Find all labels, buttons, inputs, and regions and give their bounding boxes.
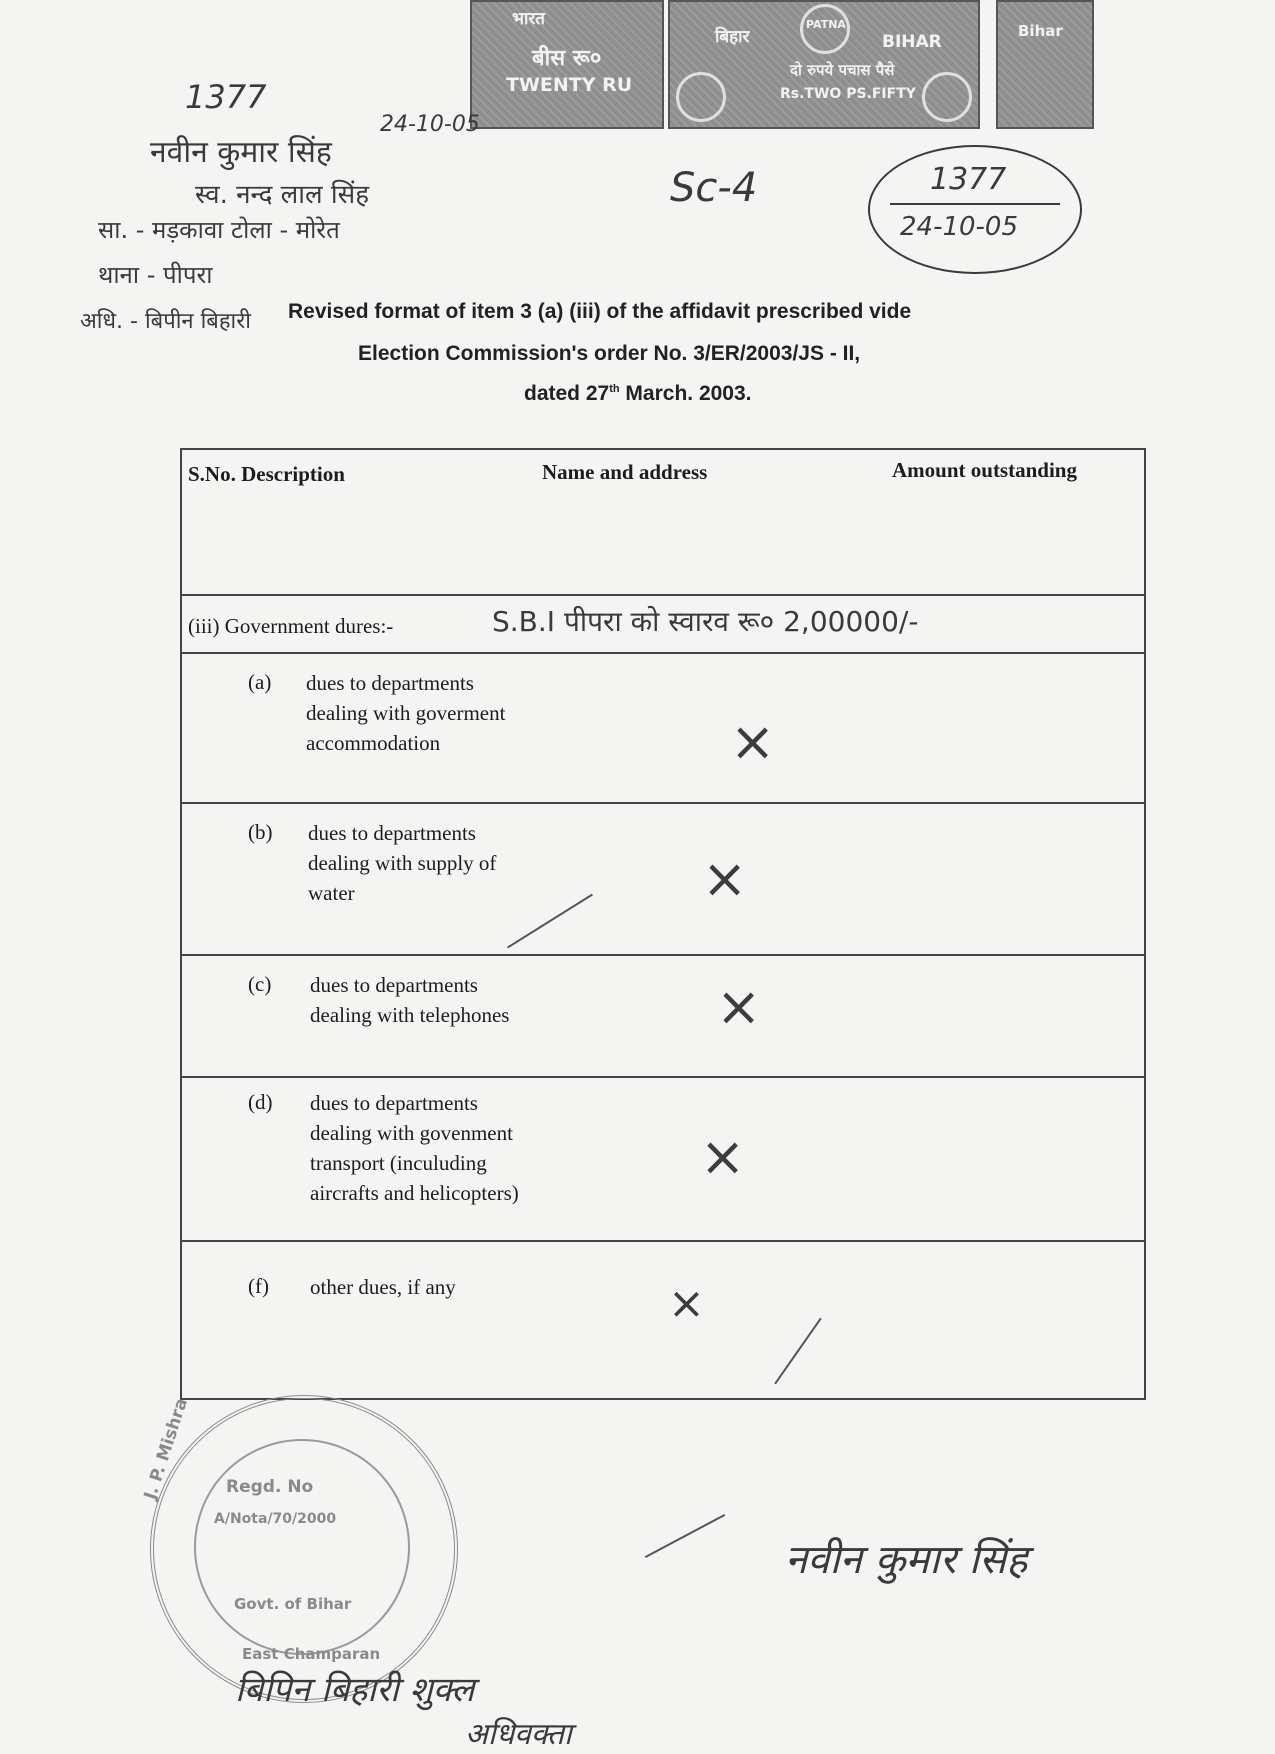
- handwritten-advocate: अधि. - बिपीन बिहारी: [80, 309, 251, 334]
- stamp-state-label: Bihar: [1018, 22, 1063, 40]
- row-divider: [182, 802, 1144, 804]
- seal-reg-label: Regd. No: [226, 1477, 314, 1497]
- handwritten-village: सा. - मड़कावा टोला - मोरेत: [98, 216, 340, 244]
- cross-mark-c: ×: [716, 975, 762, 1038]
- pen-stroke: [774, 1318, 822, 1385]
- stamp-emblem-label: PATNA: [806, 18, 846, 31]
- row-desc-d-line4: aircrafts and helicopters): [310, 1181, 519, 1205]
- cross-mark-b: ×: [702, 847, 748, 910]
- handwritten-father-name: स्व. नन्द लाल सिंह: [195, 180, 370, 210]
- row-divider: [182, 954, 1144, 956]
- stamp-wheel-left: [676, 72, 726, 122]
- row-label-d: (d): [248, 1090, 273, 1114]
- header-line-2: Election Commission's order No. 3/ER/2003/JS - II,: [358, 342, 861, 365]
- stamp-state-english: BIHAR: [882, 32, 942, 52]
- handwritten-serial-number: 1377: [185, 78, 267, 116]
- revenue-stamp-third: [996, 0, 1094, 129]
- receipt-oval: [868, 145, 1082, 274]
- row-desc-d-line3: transport (inculuding: [310, 1151, 487, 1175]
- column-header-sno-description: S.No. Description: [188, 462, 345, 486]
- column-header-name-address: Name and address: [542, 460, 708, 484]
- column-header-amount: Amount outstanding: [892, 458, 1077, 482]
- stamp-state-hindi: बिहार: [715, 27, 750, 47]
- row-desc-b-line2: dealing with supply of: [308, 851, 497, 875]
- row-label-f: (f): [248, 1274, 269, 1298]
- pen-stroke: [507, 894, 593, 949]
- advocate-signature-name: बिपिन बिहारी शुक्ल: [235, 1670, 475, 1710]
- seal-arc-name: J. P. Mishra: [140, 1395, 193, 1503]
- stamp-value-english: TWENTY RU: [506, 74, 633, 96]
- stamp-value-hindi: दो रुपये पचास पैसे: [790, 61, 895, 79]
- row-desc-d-line1: dues to departments: [310, 1091, 478, 1115]
- oval-date: 24-10-05: [900, 212, 1019, 242]
- oval-number: 1377: [930, 162, 1007, 197]
- seal-govt: Govt. of Bihar: [234, 1595, 352, 1613]
- row-desc-a-line1: dues to departments: [306, 671, 474, 695]
- candidate-signature: नवीन कुमार सिंह: [785, 1537, 1028, 1583]
- row-label-c: (c): [248, 972, 272, 996]
- row-divider: [182, 1076, 1144, 1078]
- cross-mark-a: ×: [730, 710, 776, 773]
- header-date-prefix: dated 27: [524, 382, 610, 405]
- row-desc-b-line3: water: [308, 881, 355, 905]
- row-desc-f-line1: other dues, if any: [310, 1275, 456, 1299]
- seal-reg-number: A/Nota/70/2000: [214, 1511, 337, 1527]
- header-line-1: Revised format of item 3 (a) (iii) of the affidavit prescribed vide: [288, 300, 912, 323]
- handwritten-police-station: थाना - पीपरा: [98, 261, 213, 289]
- seal-district: East Champaran: [242, 1645, 381, 1663]
- advocate-signature-title: अधिवक्ता: [465, 1717, 572, 1752]
- handwritten-date: 24-10-05: [380, 112, 480, 137]
- dues-table: [180, 448, 1146, 1400]
- row-divider: [182, 652, 1144, 654]
- handwritten-name: नवीन कुमार सिंह: [150, 135, 332, 170]
- notary-seal: [140, 1395, 458, 1703]
- cross-mark-f: ×: [668, 1278, 705, 1329]
- stamp-value-hindi: बीस रू०: [532, 46, 602, 71]
- row-desc-d-line2: dealing with govenment: [310, 1121, 513, 1145]
- oval-divider: [890, 203, 1060, 205]
- seal-inner-ring: [194, 1439, 410, 1655]
- handwritten-government-dues-entry: S.B.I पीपरा को स्वारव रू० 2,00000/-: [492, 605, 919, 638]
- revenue-stamp-twenty: [470, 0, 664, 129]
- row-desc-a-line3: accommodation: [306, 731, 441, 755]
- row-desc-a-line2: dealing with goverment: [306, 701, 506, 725]
- pen-stroke: [645, 1514, 725, 1558]
- header-date-suffix: th: [609, 383, 620, 395]
- row-desc-b-line1: dues to departments: [308, 821, 476, 845]
- row-desc-c-line2: dealing with telephones: [310, 1003, 510, 1027]
- revenue-stamp-bihar: [668, 0, 980, 129]
- row-divider: [182, 594, 1144, 596]
- handwritten-sc-mark: Sc-4: [670, 165, 758, 211]
- row-divider: [182, 1240, 1144, 1242]
- row-label-b: (b): [248, 820, 273, 844]
- row-label-a: (a): [248, 670, 272, 694]
- row-desc-c-line1: dues to departments: [310, 973, 478, 997]
- header-date-rest: March. 2003.: [619, 382, 752, 405]
- cross-mark-d: ×: [700, 1125, 746, 1188]
- header-line-3: [524, 382, 752, 406]
- stamp-value-english: Rs.TWO PS.FIFTY: [780, 86, 916, 102]
- stamp-wheel-right: [922, 72, 972, 122]
- section-label-government-dues: (iii) Government dures:-: [188, 614, 394, 638]
- stamp-country-label: भारत: [512, 9, 545, 29]
